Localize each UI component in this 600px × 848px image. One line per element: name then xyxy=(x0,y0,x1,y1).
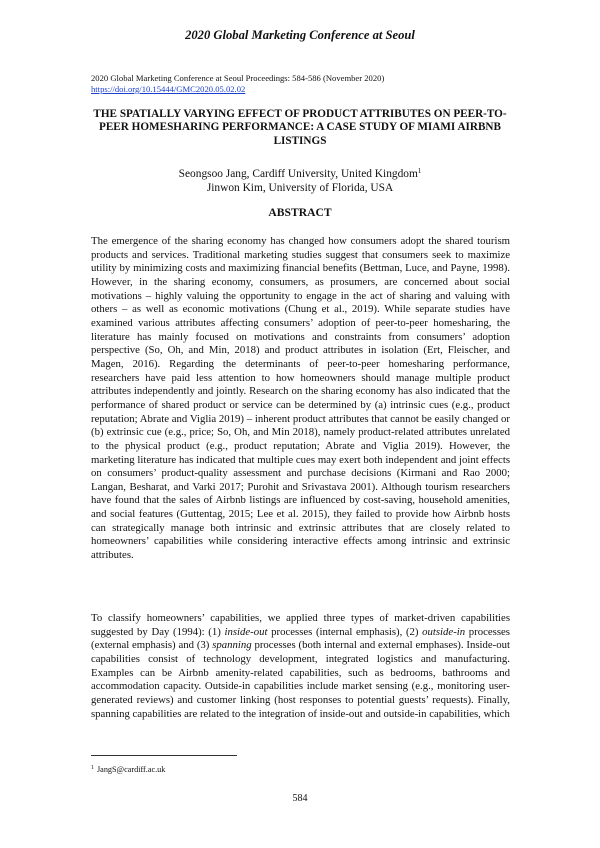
footnote xyxy=(91,765,165,774)
author-2: Jinwon Kim, University of Florida, USA xyxy=(206,182,394,194)
doi-link[interactable]: https://doi.org/10.15444/GMC2020.05.02.02 xyxy=(91,84,246,94)
author-1-footnote-mark: 1 xyxy=(417,167,422,175)
proceedings-citation: 2020 Global Marketing Conference at Seoul Proceedings: 584-586 (November 2020) xyxy=(91,73,385,83)
author-line-2 xyxy=(90,181,510,195)
proceedings-info xyxy=(91,73,511,95)
para2-italic-inside-out: inside-out xyxy=(224,625,268,638)
abstract-paragraph-1: The emergence of the sharing economy has changed how consumers adopt the shared tourism products and services. Traditional marketing studies suggest that consumers seek to maximize utility by minimizing costs and maximizing financial benefits (Bettman, Luce, and Payne, 1998). However, in the sharing economy, consumers, as prosumers, are concerned about social motivations – highly valuing the opportunity to engage in the act of sharing and valuing with others – as well as economic motivations (Chung et al., 2019). While separate studies have examined various attributes affecting consumers’ adoption of peer-to-peer homesharing, the literature has mainly focused on motivations and constraints from consumers’ adoption perspective (So, Oh, and Min, 2018) and product attributes in isolation (Ert, Fleischer, and Magen, 2016). Regarding the determinants of peer-to-peer homesharing performance, researchers have paid less attention to how homeowners should manage multiple product attributes independently and jointly. Research on the sharing economy has also indicated that the performance of shared product or service can be determined by (a) intrinsic cues (e.g., product reputation; Abrate and Viglia 2019) – inherent product attributes that cannot be easily changed or (b) extrinsic cue (e.g., price; So, Oh, and Min 2018), namely product-related attributes unrelated to the physical product (e.g., product reputation; Abrate and Viglia 2019). However, the marketing literature has indicated that multiple cues may exert both independent and joint effects on consumers’ product-quality assessment and purchase decisions (Kirmani and Rao 2000; Langan, Besharat, and Varki 2017; Purohit and Srivastava 2001). Although tourism researchers have found that the sales of Airbnb listings are influenced by cost-saving, household amenities, and social features (Guttentag, 2015; Lee et al. 2015), they failed to provide how Airbnb hosts can strategically manage both intrinsic and extrinsic attributes that are closely related to homeowners’ capabilities while considering interactive effects among intrinsic and extrinsic attributes. xyxy=(91,235,510,562)
author-block xyxy=(90,167,510,195)
abstract-paragraph-2 xyxy=(91,612,510,721)
running-head: 2020 Global Marketing Conference at Seoul xyxy=(185,28,415,42)
para2-part3: processes (external emphasis) and (3) xyxy=(91,625,510,652)
para2-italic-spanning: spanning xyxy=(212,639,252,652)
abstract-heading: ABSTRACT xyxy=(268,206,332,219)
footnote-divider xyxy=(91,755,237,756)
author-line-1 xyxy=(90,167,510,181)
para2-part1: To classify homeowners’ capabilities, we applied three types of market-driven capabilities suggested by Day (1994): (1) xyxy=(91,612,510,638)
para2-part2: processes (internal emphasis), (2) xyxy=(267,625,423,638)
page-number: 584 xyxy=(292,793,308,804)
author-1: Seongsoo Jang, Cardiff University, United Kingdom xyxy=(178,168,418,180)
para2-italic-outside-in: outside-in xyxy=(422,625,466,638)
footnote-email: JangS@cardiff.ac.uk xyxy=(97,765,166,774)
paper-title: THE SPATIALLY VARYING EFFECT OF PRODUCT ATTRIBUTES ON PEER-TO-PEER HOMESHARING PERFORMANCE: A CASE STUDY OF MIAMI AIRBNB LISTINGS xyxy=(93,108,507,147)
para2-part4: processes (both internal and external emphases). Inside-out capabilities consist of technology development, integrated logistics and manufacturing. Examples can be Airbnb amenity-related capabilities, such as bedrooms, bathrooms and accommodation capacity. Outside-in capabilities include market sensing (e.g., monitoring user-generated reviews) and customer linking (host responses to potential guests’ requests). Finally, spanning capabilities are related to the integration of inside-out and outside-in capabilities, which xyxy=(91,639,510,720)
footnote-mark: 1 xyxy=(91,765,94,771)
